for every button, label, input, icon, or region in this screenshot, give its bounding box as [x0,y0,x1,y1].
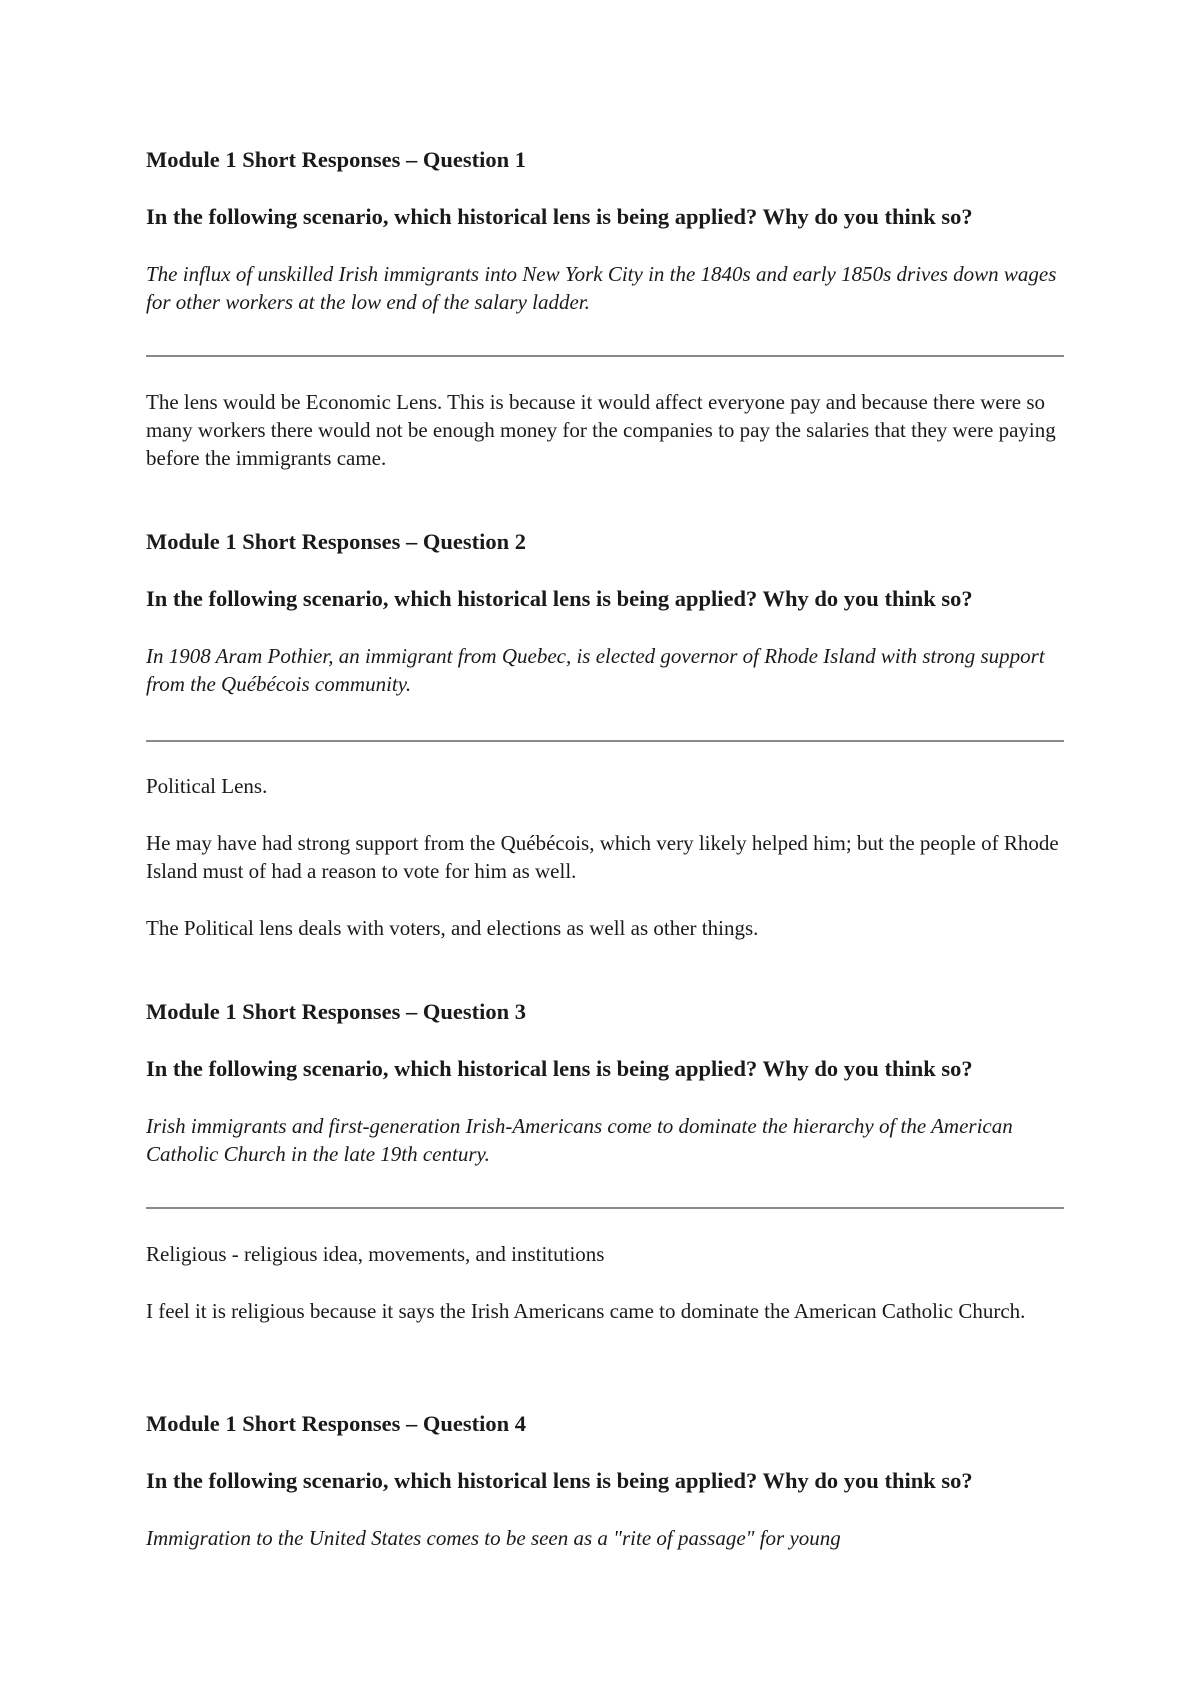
question-2-answer-2: He may have had strong support from the Québécois, which very likely helped him; but the people of Rhode Island must of had a reason to vote for him as well. [146,831,1059,883]
question-3-divider [146,1207,1064,1209]
question-3-prompt: In the following scenario, which historical lens is being applied? Why do you think so? [146,1056,973,1081]
question-1-title: Module 1 Short Responses – Question 1 [146,147,527,172]
question-1-divider [146,355,1064,357]
question-2-title: Module 1 Short Responses – Question 2 [146,529,527,554]
question-3-answer-1: Religious - religious idea, movements, and institutions [146,1242,605,1266]
question-2-divider [146,740,1064,742]
question-1-answer-1: The lens would be Economic Lens. This is because it would affect everyone pay and because there were so many workers there would not be enough money for the companies to pay the salaries that they were paying before the immigrants came. [146,390,1056,470]
question-1-scenario: The influx of unskilled Irish immigrants into New York City in the 1840s and early 1850s drives down wages for other workers at the low end of the salary ladder. [146,262,1057,314]
question-2-answer-1: Political Lens. [146,774,268,798]
question-4-prompt: In the following scenario, which historical lens is being applied? Why do you think so? [146,1468,973,1493]
question-4-scenario: Immigration to the United States comes to be seen as a "rite of passage" for young [146,1526,841,1550]
question-2-prompt: In the following scenario, which historical lens is being applied? Why do you think so? [146,586,973,611]
question-4-title: Module 1 Short Responses – Question 4 [146,1411,527,1436]
question-1-prompt: In the following scenario, which historical lens is being applied? Why do you think so? [146,204,973,229]
question-3-answer-2: I feel it is religious because it says the Irish Americans came to dominate the American Catholic Church. [146,1299,1026,1323]
question-3-title: Module 1 Short Responses – Question 3 [146,999,527,1024]
question-2-answer-3: The Political lens deals with voters, and elections as well as other things. [146,916,759,940]
question-2-scenario: In 1908 Aram Pothier, an immigrant from Quebec, is elected governor of Rhode Island with strong support from the Québécois community. [146,644,1045,696]
question-3-scenario: Irish immigrants and first-generation Irish-Americans come to dominate the hierarchy of the American Catholic Church in the late 19th century. [146,1114,1013,1166]
